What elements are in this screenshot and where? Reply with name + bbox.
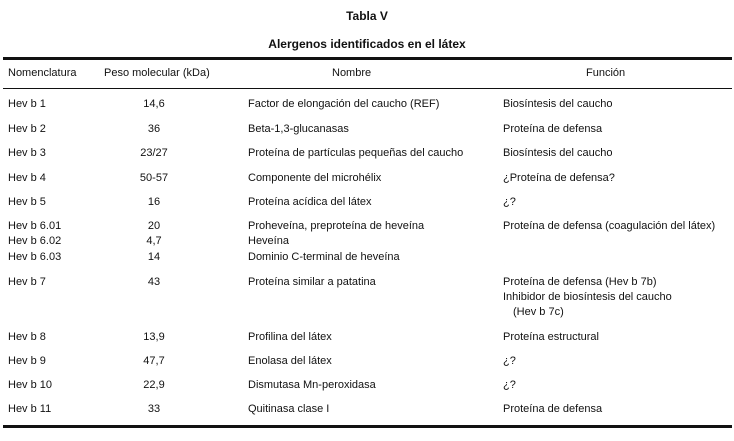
row-funcion-line: (Hev b 7c): [513, 306, 564, 318]
row-peso: 4,7: [146, 235, 162, 247]
row-nomenclatura: Hev b 5: [8, 196, 46, 208]
row-nomenclatura: Hev b 3: [8, 147, 46, 159]
row-nombre: Proteína de partículas pequeñas del caucho: [248, 147, 464, 159]
row-peso: 13,9: [143, 331, 165, 343]
row-nombre: Proteína acídica del látex: [248, 196, 372, 208]
row-nomenclatura: Hev b 10: [8, 379, 53, 391]
row-nomenclatura: Hev b 6.03: [8, 251, 62, 263]
row-nomenclatura: Hev b 7: [8, 276, 46, 288]
row-nomenclatura: Hev b 4: [8, 172, 46, 184]
table-subtitle: Alergenos identificados en el látex: [268, 37, 466, 51]
row-funcion: ¿?: [503, 355, 516, 367]
row-peso: 22,9: [143, 379, 165, 391]
row-nomenclatura: Hev b 8: [8, 331, 46, 343]
header-nomenclatura: Nomenclatura: [8, 67, 77, 79]
header-peso: Peso molecular (kDa): [104, 67, 210, 79]
header-nombre: Nombre: [332, 67, 372, 79]
row-nombre: Quitinasa clase I: [248, 403, 330, 415]
row-peso: 36: [147, 123, 161, 135]
header-rule: [3, 88, 732, 89]
row-funcion: ¿?: [503, 196, 516, 208]
row-funcion: ¿Proteína de defensa?: [503, 172, 615, 184]
row-funcion: Biosíntesis del caucho: [503, 147, 613, 159]
row-nomenclatura: Hev b 2: [8, 123, 46, 135]
row-nomenclatura: Hev b 6.02: [8, 235, 62, 247]
row-funcion: [503, 275, 672, 320]
row-nomenclatura: Hev b 1: [8, 98, 46, 110]
header-funcion: Función: [586, 67, 626, 79]
row-funcion-line: Proteína de defensa (Hev b 7b): [503, 276, 657, 288]
row-nomenclatura: Hev b 6.01: [8, 220, 62, 232]
row-nombre: Proteína similar a patatina: [248, 276, 376, 288]
row-nombre: Enolasa del látex: [248, 355, 332, 367]
row-peso: 33: [147, 403, 161, 415]
bottom-rule: [3, 425, 732, 428]
row-nomenclatura: Hev b 11: [8, 403, 52, 415]
row-nomenclatura: Hev b 9: [8, 355, 46, 367]
row-peso: 20: [147, 220, 161, 232]
row-peso: 23/27: [140, 147, 168, 159]
row-peso: 50-57: [139, 172, 169, 184]
top-rule: [3, 57, 732, 60]
row-funcion: Biosíntesis del caucho: [503, 98, 613, 110]
row-nombre: Heveína: [248, 235, 289, 247]
row-peso: 43: [147, 276, 161, 288]
row-nombre: Factor de elongación del caucho (REF): [248, 98, 440, 110]
row-nombre: Proheveína, preproteína de heveína: [248, 220, 425, 232]
row-nombre: Dominio C-terminal de heveína: [248, 251, 400, 263]
row-funcion: Proteína de defensa: [503, 403, 603, 415]
row-nombre: Dismutasa Mn-peroxidasa: [248, 379, 376, 391]
row-peso: 47,7: [143, 355, 165, 367]
row-nombre: Profilina del látex: [248, 331, 332, 343]
row-funcion: Proteína de defensa (coagulación del látex): [503, 220, 716, 232]
row-peso: 16: [147, 196, 161, 208]
row-funcion: Proteína estructural: [503, 331, 599, 343]
row-funcion: Proteína de defensa: [503, 123, 603, 135]
row-nombre: Beta-1,3-glucanasas: [248, 123, 349, 135]
row-nombre: Componente del microhélix: [248, 172, 382, 184]
row-funcion: ¿?: [503, 379, 516, 391]
row-funcion-line: Inhibidor de biosíntesis del caucho: [503, 291, 672, 303]
table-title: Tabla V: [346, 9, 388, 23]
row-peso: 14,6: [143, 98, 165, 110]
row-peso: 14: [147, 251, 161, 263]
